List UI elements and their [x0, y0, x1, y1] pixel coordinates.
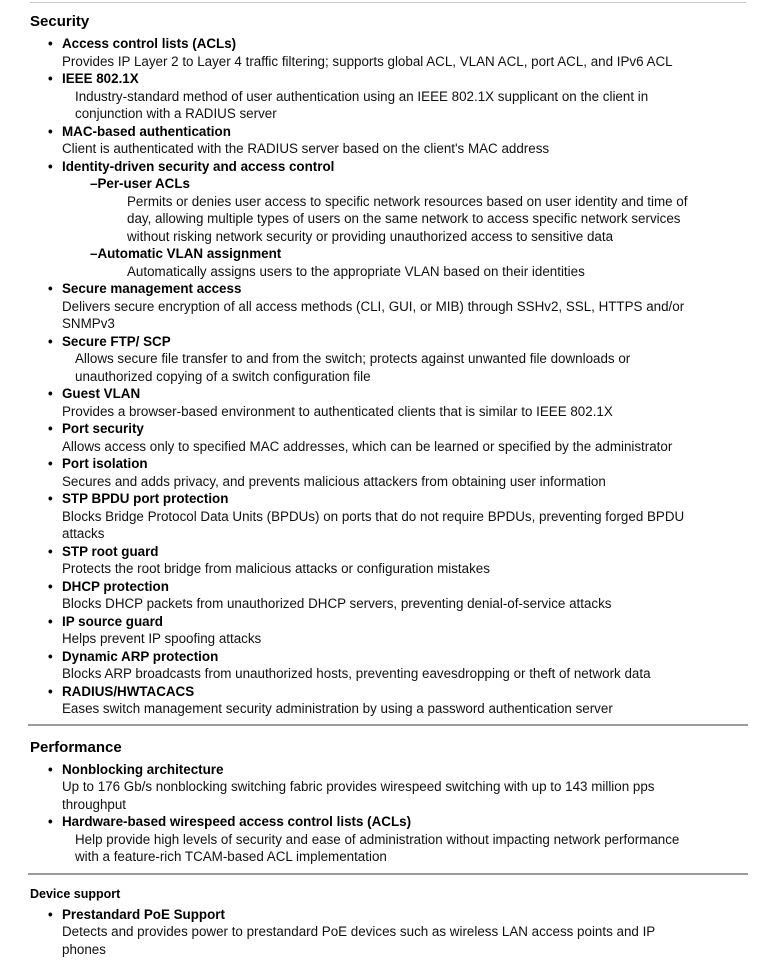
feature-item [0, 613, 781, 648]
bullet-icon: • [48, 761, 53, 777]
feature-item [0, 578, 781, 613]
feature-item [0, 490, 781, 543]
feature-desc-line: Protects the root bridge from malicious attacks or configuration mistakes [62, 561, 490, 576]
feature-title-line [0, 578, 781, 596]
feature-title: Secure management access [62, 281, 242, 296]
feature-item [0, 683, 781, 718]
feature-item [0, 123, 781, 158]
feature-desc-line: Allows secure file transfer to and from the switch; protects against unwanted file downloads or [75, 351, 631, 366]
feature-item [0, 70, 781, 123]
feature-title: IEEE 802.1X [62, 71, 139, 86]
feature-desc-line: Blocks DHCP packets from unauthorized DHCP servers, preventing denial-of-service attacks [62, 596, 612, 611]
feature-title-line [0, 648, 781, 666]
bullet-icon: • [48, 123, 53, 139]
feature-desc-line: Provides a browser-based environment to authenticated clients that is similar to IEEE 802.1X [62, 403, 613, 419]
sub-feature-item [0, 245, 781, 280]
feature-title: DHCP protection [62, 578, 169, 594]
feature-desc-line: Up to 176 Gb/s nonblocking switching fabric provides wirespeed switching with up to 143 million pps [62, 779, 655, 794]
feature-desc-line: Provides IP Layer 2 to Layer 4 traffic filtering; supports global ACL, VLAN ACL, port ACL, and IPv6 ACL [62, 53, 673, 69]
feature-title: MAC-based authentication [62, 123, 231, 139]
feature-title: Dynamic ARP protection [62, 648, 219, 664]
sub-feature-desc-line: Permits or denies user access to specific network resources based on user identity and time of [127, 193, 688, 209]
feature-title: Port isolation [62, 456, 148, 471]
bullet-icon: • [48, 578, 53, 594]
feature-desc-line: Blocks ARP broadcasts from unauthorized hosts, preventing eavesdropping or theft of network data [62, 666, 651, 681]
bullet-icon: • [48, 613, 53, 629]
feature-item [0, 813, 781, 866]
feature-title-line [0, 761, 781, 779]
feature-title-line [0, 35, 781, 53]
bullet-icon: • [48, 683, 53, 699]
sub-feature-title: Automatic VLAN assignment [97, 246, 282, 261]
feature-title: Identity-driven security and access control [62, 158, 335, 174]
feature-desc-line: conjunction with a RADIUS server [75, 106, 277, 121]
feature-item [0, 333, 781, 386]
feature-desc-line: Blocks Bridge Protocol Data Units (BPDUs) on ports that do not require BPDUs, preventing forged BPDU [62, 508, 685, 524]
sub-feature-title-line [0, 175, 781, 193]
bullet-icon: • [48, 456, 53, 471]
feature-title-line [0, 683, 781, 701]
feature-title-line [0, 490, 781, 508]
feature-title: Guest VLAN [62, 386, 141, 401]
feature-title: IP source guard [62, 613, 163, 629]
feature-title: Prestandard PoE Support [62, 906, 225, 922]
feature-item [0, 385, 781, 420]
bullet-icon: • [48, 333, 53, 349]
feature-title: Port security [62, 421, 144, 436]
sub-feature-desc-line: Automatically assigns users to the appropriate VLAN based on their identities [127, 263, 585, 279]
dash-icon: – [90, 176, 98, 191]
sub-feature-desc-line: day, allowing multiple types of users on the same network to access specific network services [127, 211, 681, 226]
feature-title: Access control lists (ACLs) [62, 36, 237, 51]
feature-desc-line: Eases switch management security administration by using a password authentication server [62, 701, 613, 716]
feature-title: STP BPDU port protection [62, 491, 229, 506]
feature-title: Hardware-based wirespeed access control lists (ACLs) [62, 814, 412, 829]
feature-title-line [0, 385, 781, 403]
feature-title-line [0, 280, 781, 298]
feature-desc-line: unauthorized copying of a switch configuration file [75, 368, 371, 384]
feature-title: RADIUS/HWTACACS [62, 683, 195, 699]
feature-item [0, 420, 781, 455]
feature-title-line [0, 333, 781, 351]
bullet-icon: • [48, 386, 53, 401]
dash-icon: – [90, 246, 98, 261]
feature-title-line [0, 906, 781, 924]
feature-desc-line: attacks [62, 526, 105, 541]
feature-title-line [0, 543, 781, 561]
section-heading-device-support: Device support [30, 886, 121, 901]
feature-item [0, 455, 781, 490]
section-heading-performance: Performance [30, 738, 122, 756]
section-heading-security: Security [30, 13, 90, 30]
feature-title-line [0, 813, 781, 831]
feature-desc-line: Help provide high levels of security and ease of administration without impacting network performance [75, 831, 680, 847]
bullet-icon: • [48, 814, 53, 829]
feature-item [0, 648, 781, 683]
bullet-icon: • [48, 906, 53, 922]
feature-title-line [0, 70, 781, 88]
feature-title-line [0, 158, 781, 176]
bullet-icon: • [48, 491, 53, 506]
feature-item [0, 543, 781, 578]
feature-title: STP root guard [62, 543, 159, 559]
sub-feature-item [0, 175, 781, 245]
feature-item [0, 906, 781, 959]
top-rule [30, 2, 746, 3]
feature-title: Secure FTP/ SCP [62, 333, 171, 349]
section-divider [28, 724, 748, 726]
feature-item [0, 158, 781, 281]
section-divider [28, 873, 748, 875]
datasheet-page [0, 2, 781, 970]
feature-desc-line: Secures and adds privacy, and prevents malicious attackers from obtaining user information [62, 473, 606, 489]
bullet-icon: • [48, 281, 53, 296]
feature-title-line [0, 123, 781, 141]
feature-desc-line: with a feature-rich TCAM-based ACL implementation [75, 849, 387, 864]
bullet-icon: • [48, 543, 53, 559]
feature-item [0, 280, 781, 333]
bullet-icon: • [48, 648, 53, 664]
feature-desc-line: Industry-standard method of user authentication using an IEEE 802.1X supplicant on the client in [75, 88, 649, 104]
feature-desc-line: Detects and provides power to prestandard PoE devices such as wireless LAN access points and IP [62, 924, 656, 939]
bullet-icon: • [48, 421, 53, 436]
feature-title: Nonblocking architecture [62, 761, 224, 777]
bullet-icon: • [48, 71, 53, 86]
feature-title-line [0, 455, 781, 473]
feature-desc-line: Allows access only to specified MAC addresses, which can be learned or specified by the administrator [62, 438, 673, 454]
feature-desc-line: Client is authenticated with the RADIUS server based on the client's MAC address [62, 141, 550, 156]
feature-desc-line: throughput [62, 796, 127, 812]
feature-desc-line: phones [62, 941, 106, 957]
feature-desc-line: Helps prevent IP spoofing attacks [62, 631, 262, 646]
bullet-icon: • [48, 158, 53, 174]
feature-desc-line: SNMPv3 [62, 316, 115, 331]
sub-feature-desc-line: without risking network security or providing unauthorized access to sensitive data [127, 228, 614, 244]
feature-title-line [0, 420, 781, 438]
sub-feature-title-line [0, 245, 781, 263]
bullet-icon: • [48, 36, 53, 51]
sub-feature-title: Per-user ACLs [97, 176, 190, 191]
feature-item [0, 35, 781, 70]
feature-title-line [0, 613, 781, 631]
feature-item [0, 761, 781, 814]
feature-desc-line: Delivers secure encryption of all access methods (CLI, GUI, or MIB) through SSHv2, SSL, HTTPS and/or [62, 298, 685, 314]
